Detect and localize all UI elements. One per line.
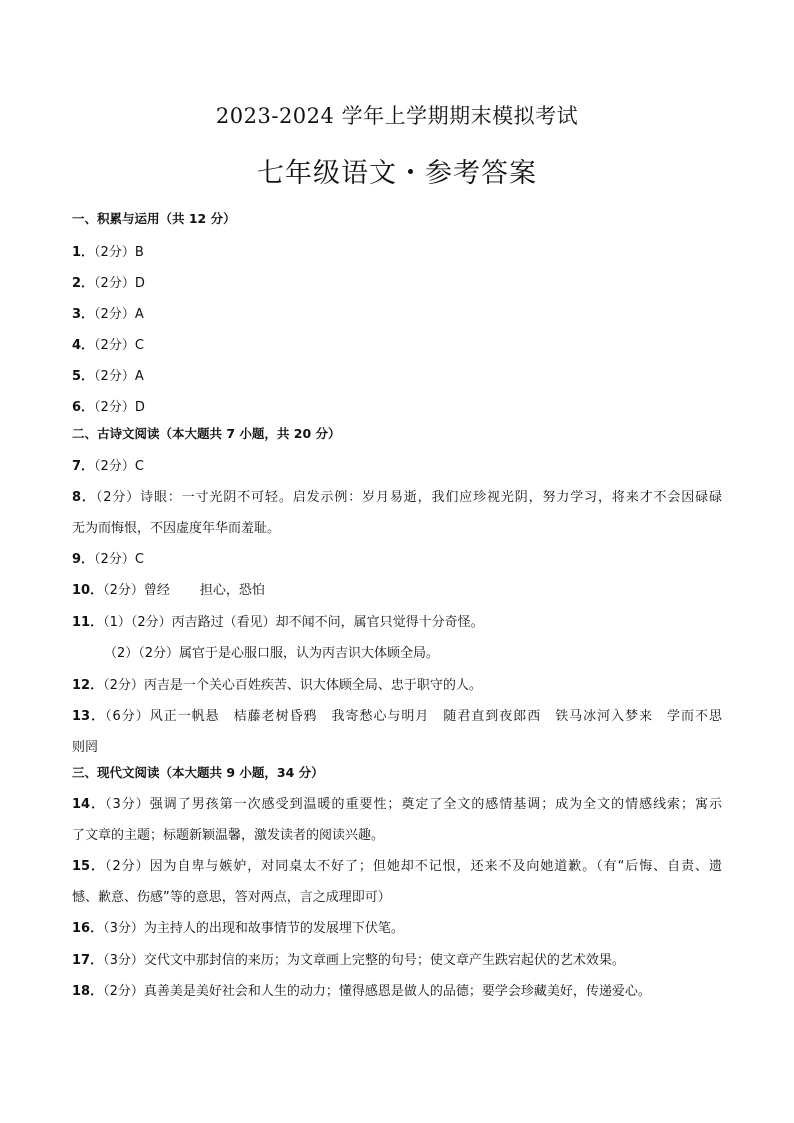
answer-15-continued: 憾、歉意、伤感”等的意思，答对两点，言之成理即可） [72, 890, 391, 905]
answer-number: 10． [72, 583, 104, 598]
answer-1 [72, 244, 722, 262]
answer-5 [72, 368, 722, 386]
answer-number: 4． [72, 338, 95, 353]
answer-number: 2． [72, 276, 95, 291]
answer-number: 13． [72, 709, 106, 724]
answer-13-continued: 则罔 [72, 740, 99, 755]
answer-text: （2分）丙吉是一个关心百姓疾苦、识大体顾全局、忠于职守的人。 [103, 678, 482, 693]
answer-2 [72, 275, 722, 293]
answer-text: （3分）强调了男孩第一次感受到温暖的重要性；奠定了全文的感情基调；成为全文的情感线索；寓示 [105, 797, 722, 812]
answer-number: 17． [72, 953, 104, 968]
answer-text-b: 担心，恐怕 [199, 583, 265, 598]
answer-15 [72, 858, 722, 876]
answer-18 [72, 983, 722, 1001]
answer-14-continued: 了文章的主题；标题新颖温馨，激发读者的阅读兴趣。 [72, 828, 385, 843]
answer-16 [72, 920, 722, 938]
answer-7 [72, 458, 722, 476]
answer-11 [72, 614, 722, 632]
answer-text: （2分）C [94, 552, 144, 567]
answer-number: 7． [72, 459, 95, 474]
answer-8-continued: 无为而悔恨，不因虚度年华而羞耻。 [72, 521, 281, 536]
answer-number: 16． [72, 921, 104, 936]
answer-text: （3分）为主持人的出现和故事情节的发展埋下伏笔。 [103, 921, 404, 936]
answer-number: 14． [72, 797, 106, 812]
answer-number: 3． [72, 307, 95, 322]
exam-title: 2023-2024 学年上学期期末模拟考试 [215, 104, 579, 128]
answer-number: 15． [72, 859, 106, 874]
answer-text: （2分）A [94, 369, 144, 384]
answer-text: （2分）C [94, 459, 144, 474]
answer-4 [72, 337, 722, 355]
answer-number: 11． [72, 615, 104, 630]
answer-number: 8． [72, 490, 96, 505]
answer-text: （2分）B [94, 245, 144, 260]
section-heading-3: 三、现代文阅读（本大题共 9 小题，34 分） [72, 765, 324, 780]
answer-number: 1． [72, 245, 95, 260]
answer-14 [72, 796, 722, 814]
answer-number: 12． [72, 678, 104, 693]
answer-3 [72, 306, 722, 324]
answer-number: 9． [72, 552, 95, 567]
answer-number: 5． [72, 369, 95, 384]
answer-text: （2分）C [94, 338, 144, 353]
section-heading-2: 二、古诗文阅读（本大题共 7 小题，共 20 分） [72, 426, 341, 441]
answer-text-a: （2分）曾经 [103, 583, 170, 598]
answer-number: 6． [72, 400, 95, 415]
answer-9 [72, 551, 722, 569]
answer-text: （2分）D [94, 400, 145, 415]
answer-12 [72, 677, 722, 695]
answer-text: （2分）D [94, 276, 145, 291]
section-heading-1: 一、积累与运用（共 12 分） [72, 211, 236, 226]
answer-11-part-2: （2）（2分）属官于是心服口服，认为丙吉识大体顾全局。 [104, 646, 440, 661]
answer-text: （2分）A [94, 307, 144, 322]
answer-text: （2分）诗眼：一寸光阴不可轻。启发示例：岁月易逝，我们应珍视光阴，努力学习，将来才不会因碌碌 [95, 490, 723, 505]
answer-8 [72, 489, 722, 507]
answer-number: 18． [72, 984, 104, 999]
answer-17 [72, 952, 722, 970]
answer-text: （6分）风正一帆悬 桔藤老树昏鸦 我寄愁心与明月 随君直到夜郎西 铁马冰河入梦来 学而不思 [105, 709, 722, 724]
answer-text: （1）（2分）丙吉路过（看见）却不闻不问，属官只觉得十分奇怪。 [103, 615, 484, 630]
answer-13 [72, 708, 722, 726]
answer-10 [72, 582, 722, 600]
answer-text: （3分）交代文中那封信的来历；为文章画上完整的句号；使文章产生跌宕起伏的艺术效果。 [103, 953, 625, 968]
answer-6 [72, 399, 722, 417]
answer-text: （2分）因为自卑与嫉妒，对同桌太不好了；但她却不记恨，还来不及向她道歉。（有“后悔、自责、遗 [105, 859, 723, 874]
answer-text: （2分）真善美是美好社会和人生的动力；懂得感恩是做人的品德；要学会珍藏美好，传递爱心。 [103, 984, 651, 999]
page-title: 七年级语文・参考答案 [257, 158, 537, 189]
